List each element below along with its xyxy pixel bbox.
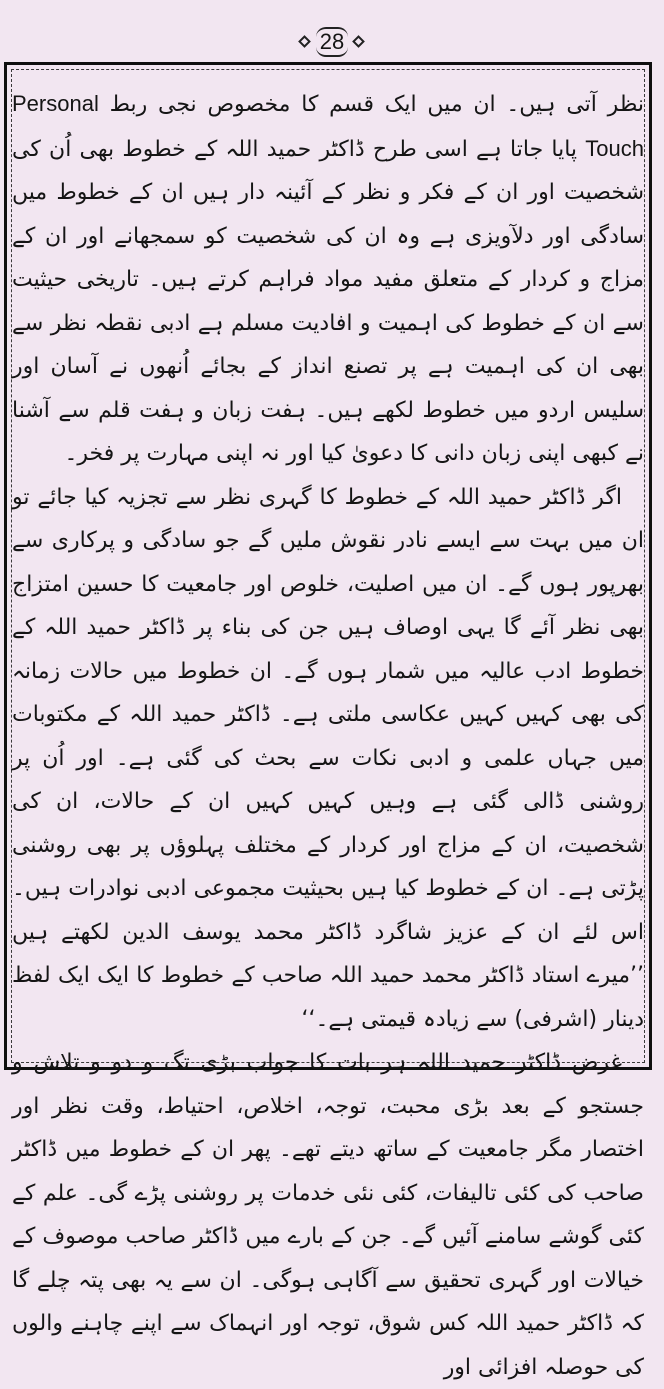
page-number: 28	[316, 27, 348, 57]
paragraph-3: غرض ڈاکٹر حمید اللہ ہر بات کا جواب بڑی تگ و دو و تلاش و جستجو کے بعد بڑی محبت، توجہ، اخلاص، احتیاط، وقت نظر اور اختصار مگر جامعیت کے ساتھ دیتے تھے۔ پھر ان کے خطوط میں ڈاکٹر صاحب کی کئی تالیفات، کئی نئی خدمات پر روشنی پڑے گی۔ علم کے کئی گوشے سامنے آئیں گے۔ جن کے بارے میں ڈاکٹر صاحب موصوف کے خیالات اور گہری تحقیق سے آگاہی ہوگی۔ ان سے یہ بھی پتہ چلے گا کہ ڈاکٹر حمید اللہ کس شوق، توجہ اور انہماک سے اپنے چاہنے والوں کی حوصلہ افزائی اور	[12, 1050, 644, 1380]
ornament-right-icon	[352, 35, 366, 49]
page-body	[12, 82, 644, 1380]
paragraph-1-english-term: Personal Touch	[12, 91, 644, 161]
page-number-header	[0, 22, 664, 62]
page-number-ornament	[298, 27, 366, 57]
paragraph-1-text-end: پایا جاتا ہے اسی طرح ڈاکٹر حمید اللہ کے خطوط بھی اُن کی شخصیت اور ان کے فکر و نظر کے آئینہ دار ہیں ان کے خطوط میں سادگی اور دلآویزی ہے وہ ان کی شخصیت کو سمجھانے اور ان کے مزاج و کردار کے متعلق مفید مواد فراہم کرتے ہیں۔ تاریخی حیثیت سے ان کے خطوط کی اہمیت و افادیت مسلم ہے ادبی نقطہ نظر سے بھی ان کی اہمیت ہے پر تصنع انداز کے بجائے اُنھوں نے آسان اور سلیس اردو میں خطوط لکھے ہیں۔ ہفت زبان و ہفت قلم سے آشنا نے کبھی اپنی زبان دانی کا دعویٰ کیا اور نہ اپنی مہارت پر فخر۔	[12, 136, 644, 466]
paragraph-1-text-start: نظر آتی ہیں۔ ان میں ایک قسم کا مخصوص نجی ربط	[98, 92, 644, 117]
paragraph-2: اگر ڈاکٹر حمید اللہ کے خطوط کا گہری نظر سے تجزیہ کیا جائے تو ان میں بہت سے ایسے نادر نقوش ملیں گے جو سادگی و پرکاری سے بھرپور ہوں گے۔ ان میں اصلیت، خلوص اور جامعیت کا حسین امتزاج بھی نظر آئے گا یہی اوصاف ہیں جن کی بناء پر ڈاکٹر حمید اللہ کے خطوط ادب عالیہ میں شمار ہوں گے۔ ان خطوط میں حالات زمانہ کی بھی کہیں کہیں عکاسی ملتی ہے۔ ڈاکٹر حمید اللہ کے مکتوبات میں جہاں علمی و ادبی نکات سے بحث کی گئی ہے۔ اور اُن پر روشنی ڈالی گئی ہے وہیں کہیں کہیں ان کے حالات، ان کی شخصیت، ان کے مزاج اور کردار کے مختلف پہلوؤں پر بھی روشنی پڑتی ہے۔ ان کے خطوط کیا ہیں بحیثیت مجموعی ادبی نوادرات ہیں۔ اس لئے ان کے عزیز شاگرد ڈاکٹر محمد یوسف الدین لکھتے ہیں ’’میرے استاد ڈاکٹر محمد حمید اللہ صاحب کے خطوط کا ایک ایک لفظ دینار (اشرفی) سے زیادہ قیمتی ہے۔‘‘	[12, 484, 644, 1032]
paragraph-1	[12, 82, 644, 476]
ornament-left-icon	[298, 35, 312, 49]
